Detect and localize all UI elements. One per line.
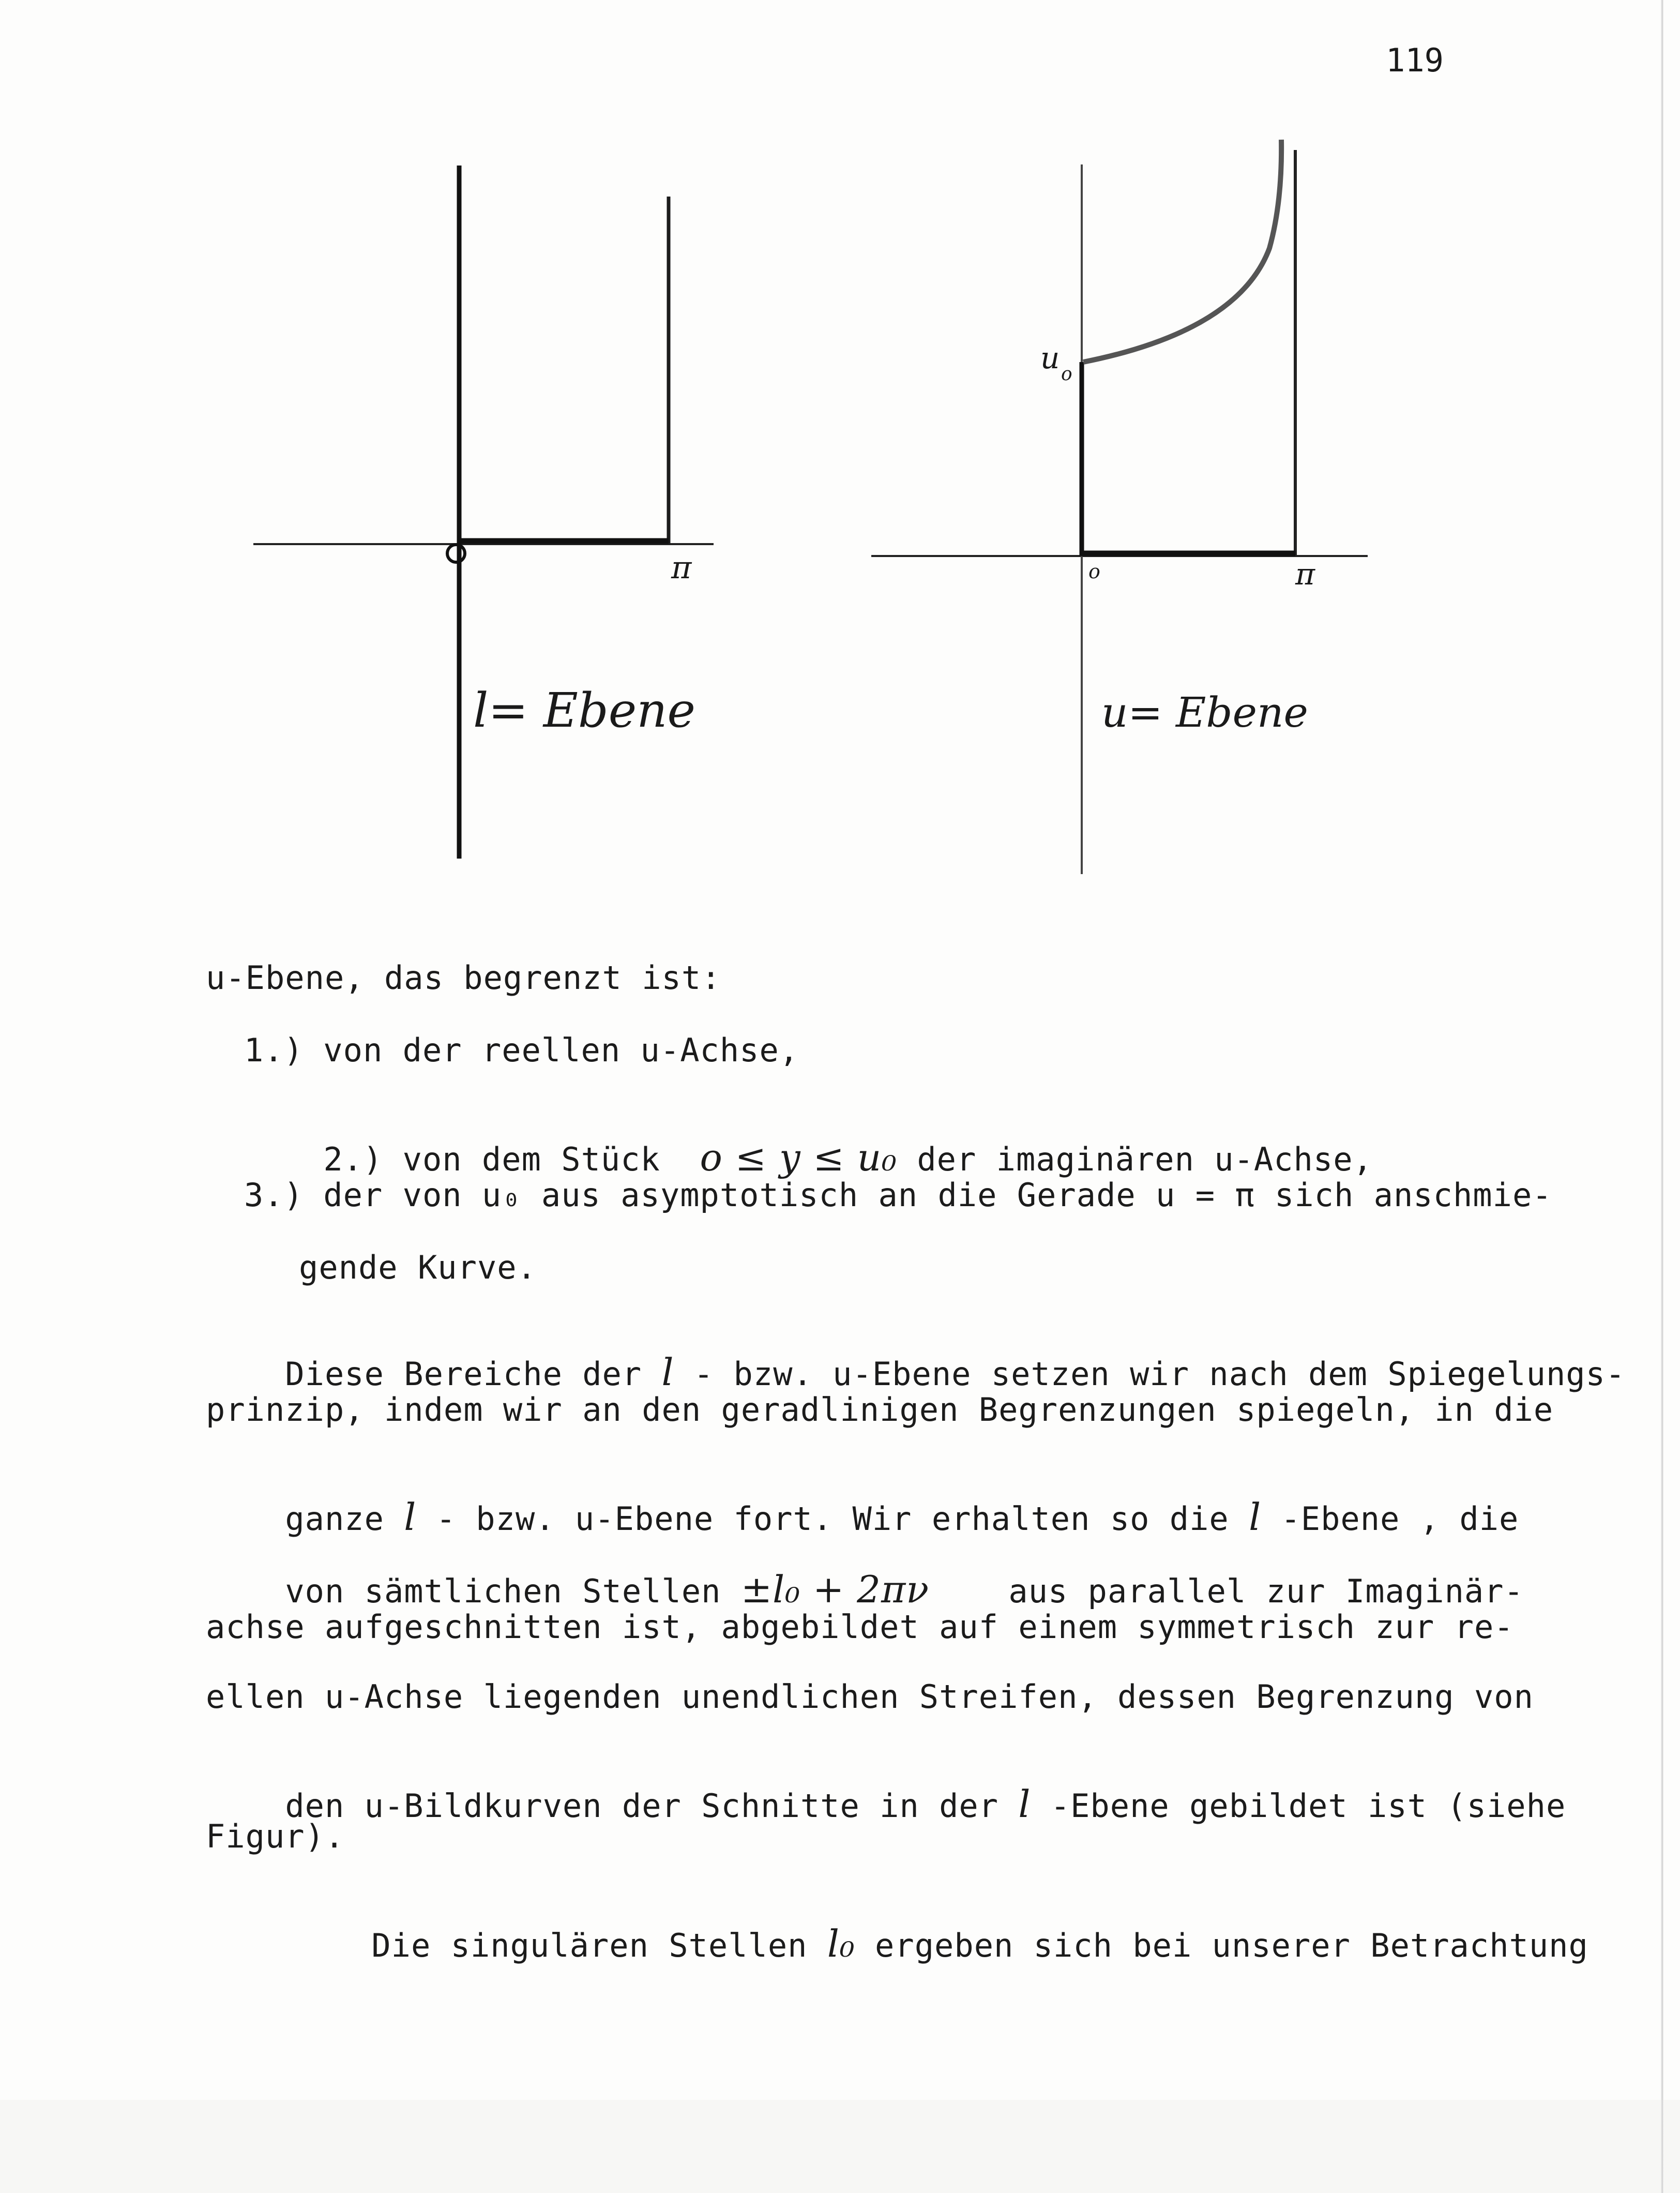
page-number: 119	[1386, 41, 1444, 79]
paragraph-1-line-7	[206, 1753, 1566, 1855]
paragraph-2-line-1-a: Die singulären Stellen	[371, 1927, 827, 1964]
list-item-2-math: o ≤ y ≤ u₀	[700, 1136, 897, 1179]
list-item-2-prefix: 2.) von dem Stück	[323, 1140, 700, 1178]
paragraph-1-line-4-b: aus parallel zur Imaginär-	[929, 1572, 1524, 1610]
paragraph-1-line-3-b: - bzw. u-Ebene fort. Wir erhalten so die	[416, 1500, 1249, 1538]
paragraph-1-line-7-b: -Ebene gebildet ist (siehe	[1031, 1787, 1566, 1825]
paragraph-1-line-6: ellen u-Achse liegenden unendlichen Streifen, dessen Begrenzung von	[206, 1678, 1534, 1716]
left-origin-circle	[447, 545, 465, 562]
right-u0-subscript: o	[1061, 364, 1072, 385]
paragraph-1-line-3-math-2: l	[1249, 1495, 1262, 1539]
list-item-2-suffix: der imaginären u-Achse,	[897, 1140, 1373, 1178]
asymptotic-curve	[1083, 140, 1281, 362]
paragraph-1-line-1-a: Diese Bereiche der	[285, 1355, 662, 1393]
right-u0-label: u	[1040, 340, 1060, 375]
right-figure	[871, 140, 1368, 874]
paragraph-1-line-3-math-1: l	[404, 1495, 417, 1539]
paragraph-1-line-7-math: l	[1018, 1782, 1031, 1826]
text-line-1: u-Ebene, das begrenzt ist:	[206, 959, 721, 997]
left-pi-label: π	[671, 550, 692, 586]
figures	[0, 0, 1680, 905]
paragraph-1-line-8: Figur).	[206, 1818, 345, 1855]
paragraph-2-line-1-math: l₀	[827, 1922, 855, 1965]
left-figure	[253, 166, 714, 859]
paragraph-1-line-1-math: l	[661, 1350, 674, 1394]
right-pi-label: π	[1295, 557, 1315, 592]
paragraph-2-line-1	[292, 1893, 1588, 1994]
paragraph-1-line-7-a: den u-Bildkurven der Schnitte in der	[285, 1787, 1019, 1825]
paragraph-1-line-4-a: von sämtlichen Stellen	[285, 1572, 741, 1610]
paragraph-1-line-4-math: ±l₀ + 2πν	[740, 1568, 930, 1611]
right-origin-label: o	[1088, 560, 1100, 583]
paragraph-1-line-3-c: -Ebene , die	[1261, 1500, 1519, 1538]
list-item-3: 3.) der von u₀ aus asymptotisch an die Gerade u = π sich anschmie-	[244, 1176, 1552, 1214]
right-caption: u= Ebene	[1101, 688, 1308, 737]
paragraph-1-line-2: prinzip, indem wir an den geradlinigen Begrenzungen spiegeln, in die	[206, 1391, 1554, 1429]
page-bottom-shade	[0, 2100, 1680, 2193]
paragraph-1-line-5: achse aufgeschnitten ist, abgebildet auf einem symmetrisch zur re-	[206, 1608, 1514, 1646]
paragraph-1-line-3-a: ganze	[285, 1500, 404, 1538]
list-item-1: 1.) von der reellen u-Achse,	[244, 1031, 799, 1069]
list-item-3-continued: gende Kurve.	[299, 1249, 537, 1286]
left-caption: l= Ebene	[473, 683, 695, 738]
paragraph-2-line-1-b: ergeben sich bei unserer Betrachtung	[855, 1927, 1588, 1964]
paragraph-1-line-1-b: - bzw. u-Ebene setzen wir nach dem Spiegelungs-	[674, 1355, 1626, 1393]
